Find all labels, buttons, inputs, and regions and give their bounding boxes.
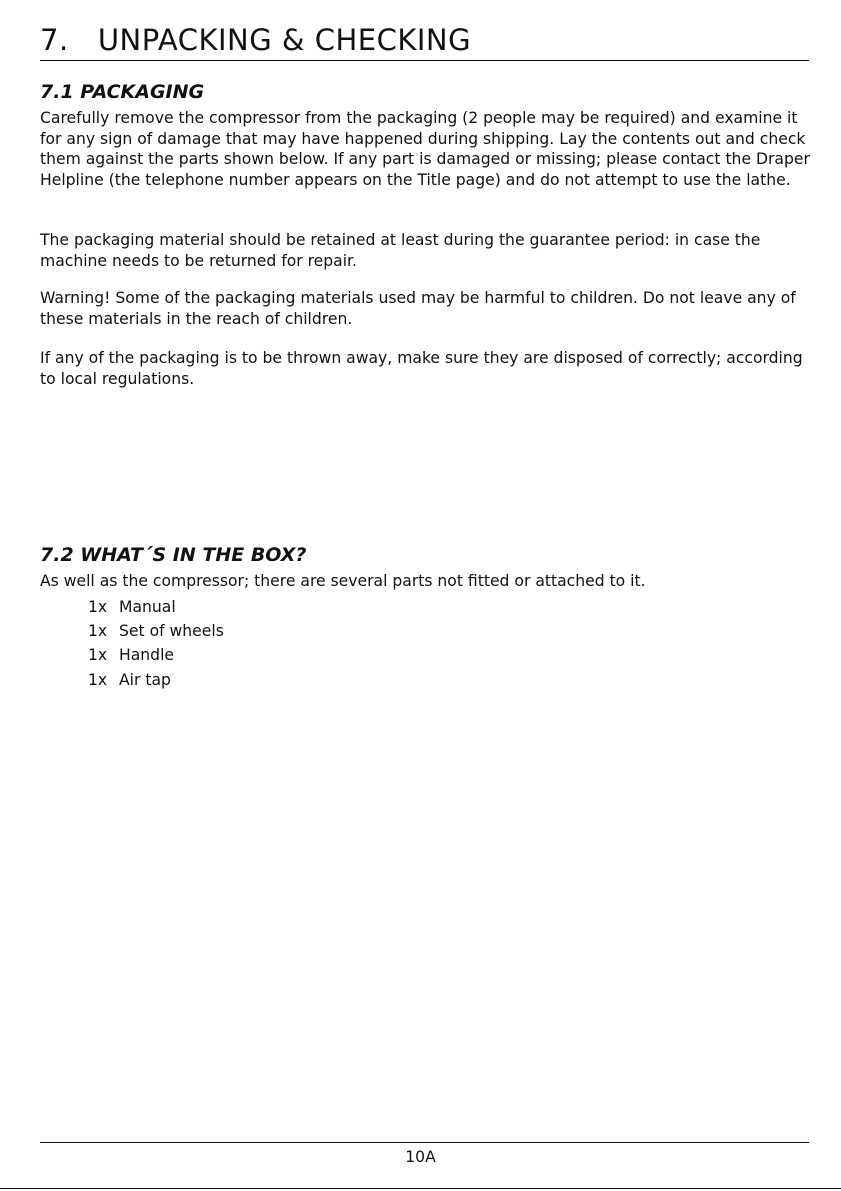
item-name: Air tap: [119, 670, 171, 689]
item-quantity: 1x: [88, 670, 108, 689]
list-item: [88, 619, 224, 643]
page-number: 10A: [405, 1148, 436, 1166]
item-name: Manual: [119, 598, 176, 616]
box-contents-intro: As well as the compressor; there are several parts not fitted or attached to it.: [40, 572, 646, 590]
section-heading-packaging: 7.1 PACKAGING: [40, 81, 205, 103]
page-title: 7. UNPACKING & CHECKING: [40, 23, 472, 57]
packaging-paragraph-disposal: If any of the packaging is to be thrown away, make sure they are disposed of correctly; according to local regulations.: [40, 349, 803, 388]
section-heading-whats-in-the-box: 7.2 WHAT´S IN THE BOX?: [40, 544, 307, 566]
box-contents-list: [88, 595, 224, 692]
item-quantity: 1x: [88, 622, 108, 641]
item-name: Set of wheels: [119, 622, 224, 641]
packaging-paragraph-retain: The packaging material should be retained at least during the guarantee period: in case the machine needs to be returned for repair.: [40, 231, 761, 270]
list-item: [88, 595, 224, 619]
list-item: [88, 643, 224, 667]
packaging-paragraph-warning: Warning! Some of the packaging materials used may be harmful to children. Do not leave any of these materials in the reach of children.: [40, 289, 796, 328]
item-quantity: 1x: [88, 598, 108, 616]
page-bottom-edge: [0, 1188, 841, 1189]
item-name: Handle: [119, 646, 174, 665]
footer-divider: [40, 1142, 809, 1143]
packaging-paragraph-unpack: Carefully remove the compressor from the packaging (2 people may be required) and examine it for any sign of damage that may have happened during shipping. Lay the contents out and check them against the parts shown below. If any part is damaged or missing; please contact the Draper Helpline (the telephone number appears on the Title page) and do not attempt to use the lathe.: [40, 109, 810, 189]
item-quantity: 1x: [88, 646, 108, 665]
list-item: [88, 668, 224, 692]
title-divider: [40, 60, 809, 61]
